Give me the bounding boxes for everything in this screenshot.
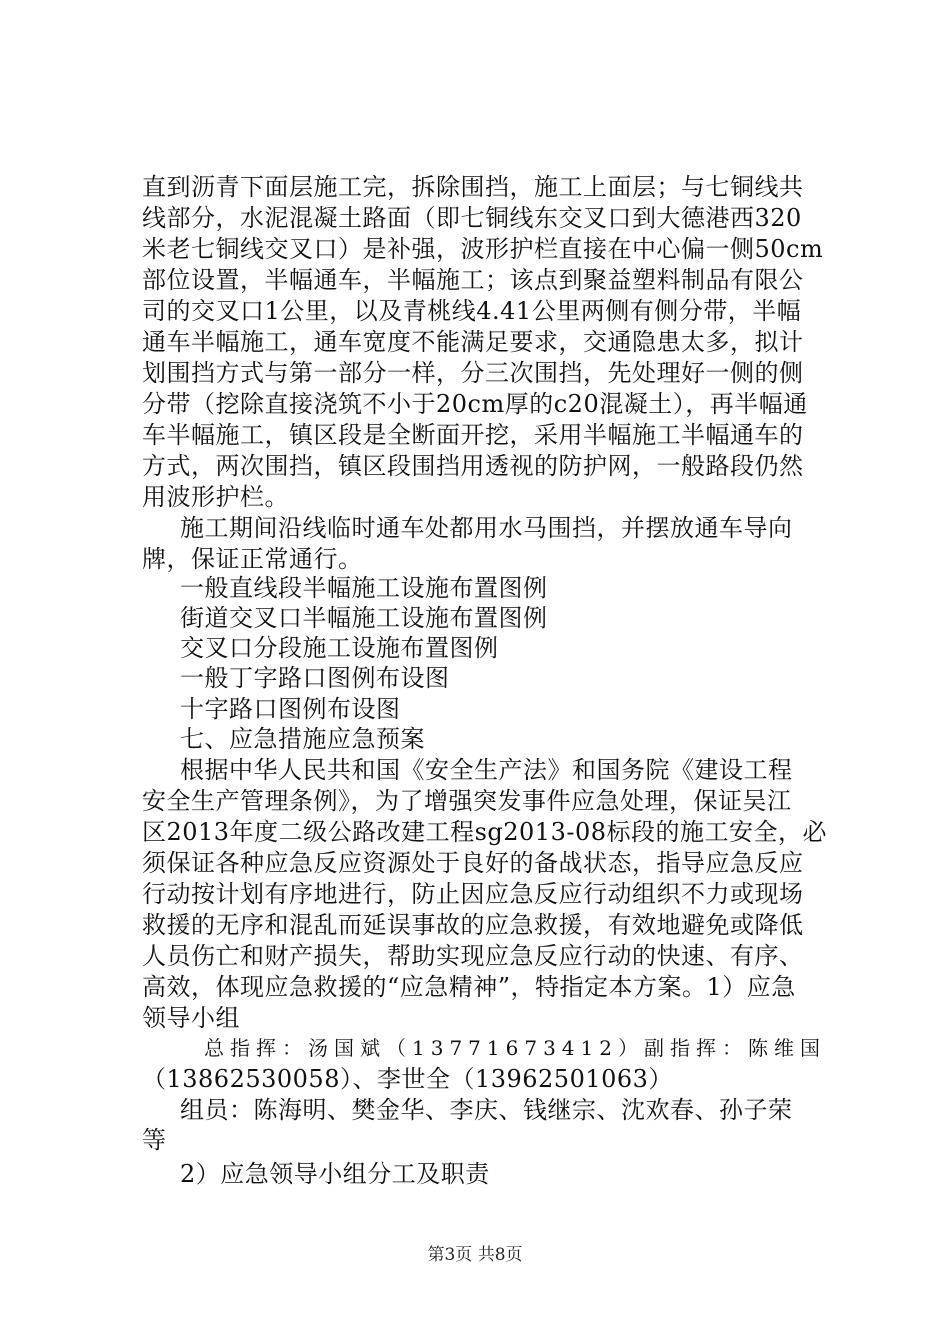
text-line: 用波形护栏。 (142, 483, 289, 511)
text-line: （13862530058）、李世全（13962501063） (142, 1065, 673, 1093)
text-line: 十字路口图例布设图 (180, 695, 401, 723)
section-heading: 七、应急措施应急预案 (180, 725, 425, 753)
text-line: 划围挡方式与第一部分一样，分三次围挡，先处理好一侧的侧 (142, 359, 804, 387)
text-line: 牌，保证正常通行。 (142, 545, 363, 573)
text-line: 线部分，水泥混凝土路面（即七铜线东交叉口到大德港西320 (142, 204, 802, 232)
text-line: 组员：陈海明、樊金华、李庆、钱继宗、沈欢春、孙子荣 (180, 1096, 793, 1124)
text-line: 高效，体现应急救援的“应急精神”，特指定本方案。1）应急 (142, 973, 796, 1001)
text-line: 方式，两次围挡，镇区段围挡用透视的防护网，一般路段仍然 (142, 452, 804, 480)
text-line: 救援的无序和混乱而延误事故的应急救援，有效地避免或降低 (142, 911, 804, 939)
text-line: 等 (142, 1126, 167, 1154)
text-line: 米老七铜线交叉口）是补强，波形护栏直接在中心偏一侧50cm (142, 235, 824, 263)
text-line: 根据中华人民共和国《安全生产法》和国务院《建设工程 (180, 756, 793, 784)
text-line: 一般丁字路口图例布设图 (180, 664, 450, 692)
text-line: 车半幅施工，镇区段是全断面开挖，采用半幅施工半幅通车的 (142, 421, 804, 449)
text-line: 区2013年度二级公路改建工程sg2013-08标段的施工安全，必 (142, 818, 827, 846)
text-line: 街道交叉口半幅施工设施布置图例 (180, 604, 548, 632)
text-line: 直到沥青下面层施工完，拆除围挡，施工上面层；与七铜线共 (142, 173, 804, 201)
text-line: 施工期间沿线临时通车处都用水马围挡，并摆放通车导向 (180, 514, 793, 542)
text-line: 通车半幅施工，通车宽度不能满足要求，交通隐患太多，拟计 (142, 328, 804, 356)
page-number: 第3页 共8页 (427, 1245, 523, 1265)
text-line: 部位设置，半幅通车，半幅施工；该点到聚益塑料制品有限公 (142, 266, 804, 294)
text-line: 交叉口分段施工设施布置图例 (180, 634, 499, 662)
text-line: 领导小组 (142, 1004, 240, 1032)
text-line: 总指挥：汤国斌（13771673412）副指挥：陈维国 (204, 1036, 826, 1060)
text-line: 司的交叉口1公里，以及青桃线4.41公里两侧有侧分带，半幅 (142, 297, 802, 325)
text-line: 2）应急领导小组分工及职责 (180, 1160, 490, 1188)
text-line: 须保证各种应急反应资源处于良好的备战状态，指导应急反应 (142, 849, 804, 877)
text-line: 行动按计划有序地进行，防止因应急反应行动组织不力或现场 (142, 880, 804, 908)
text-line: 安全生产管理条例》，为了增强突发事件应急处理，保证吴江 (142, 787, 792, 815)
text-line: 人员伤亡和财产损失，帮助实现应急反应行动的快速、有序、 (142, 942, 804, 970)
text-line: 一般直线段半幅施工设施布置图例 (180, 574, 548, 602)
text-line: 分带（挖除直接浇筑不小于20cm厚的c20混凝土），再半幅通 (142, 390, 808, 418)
